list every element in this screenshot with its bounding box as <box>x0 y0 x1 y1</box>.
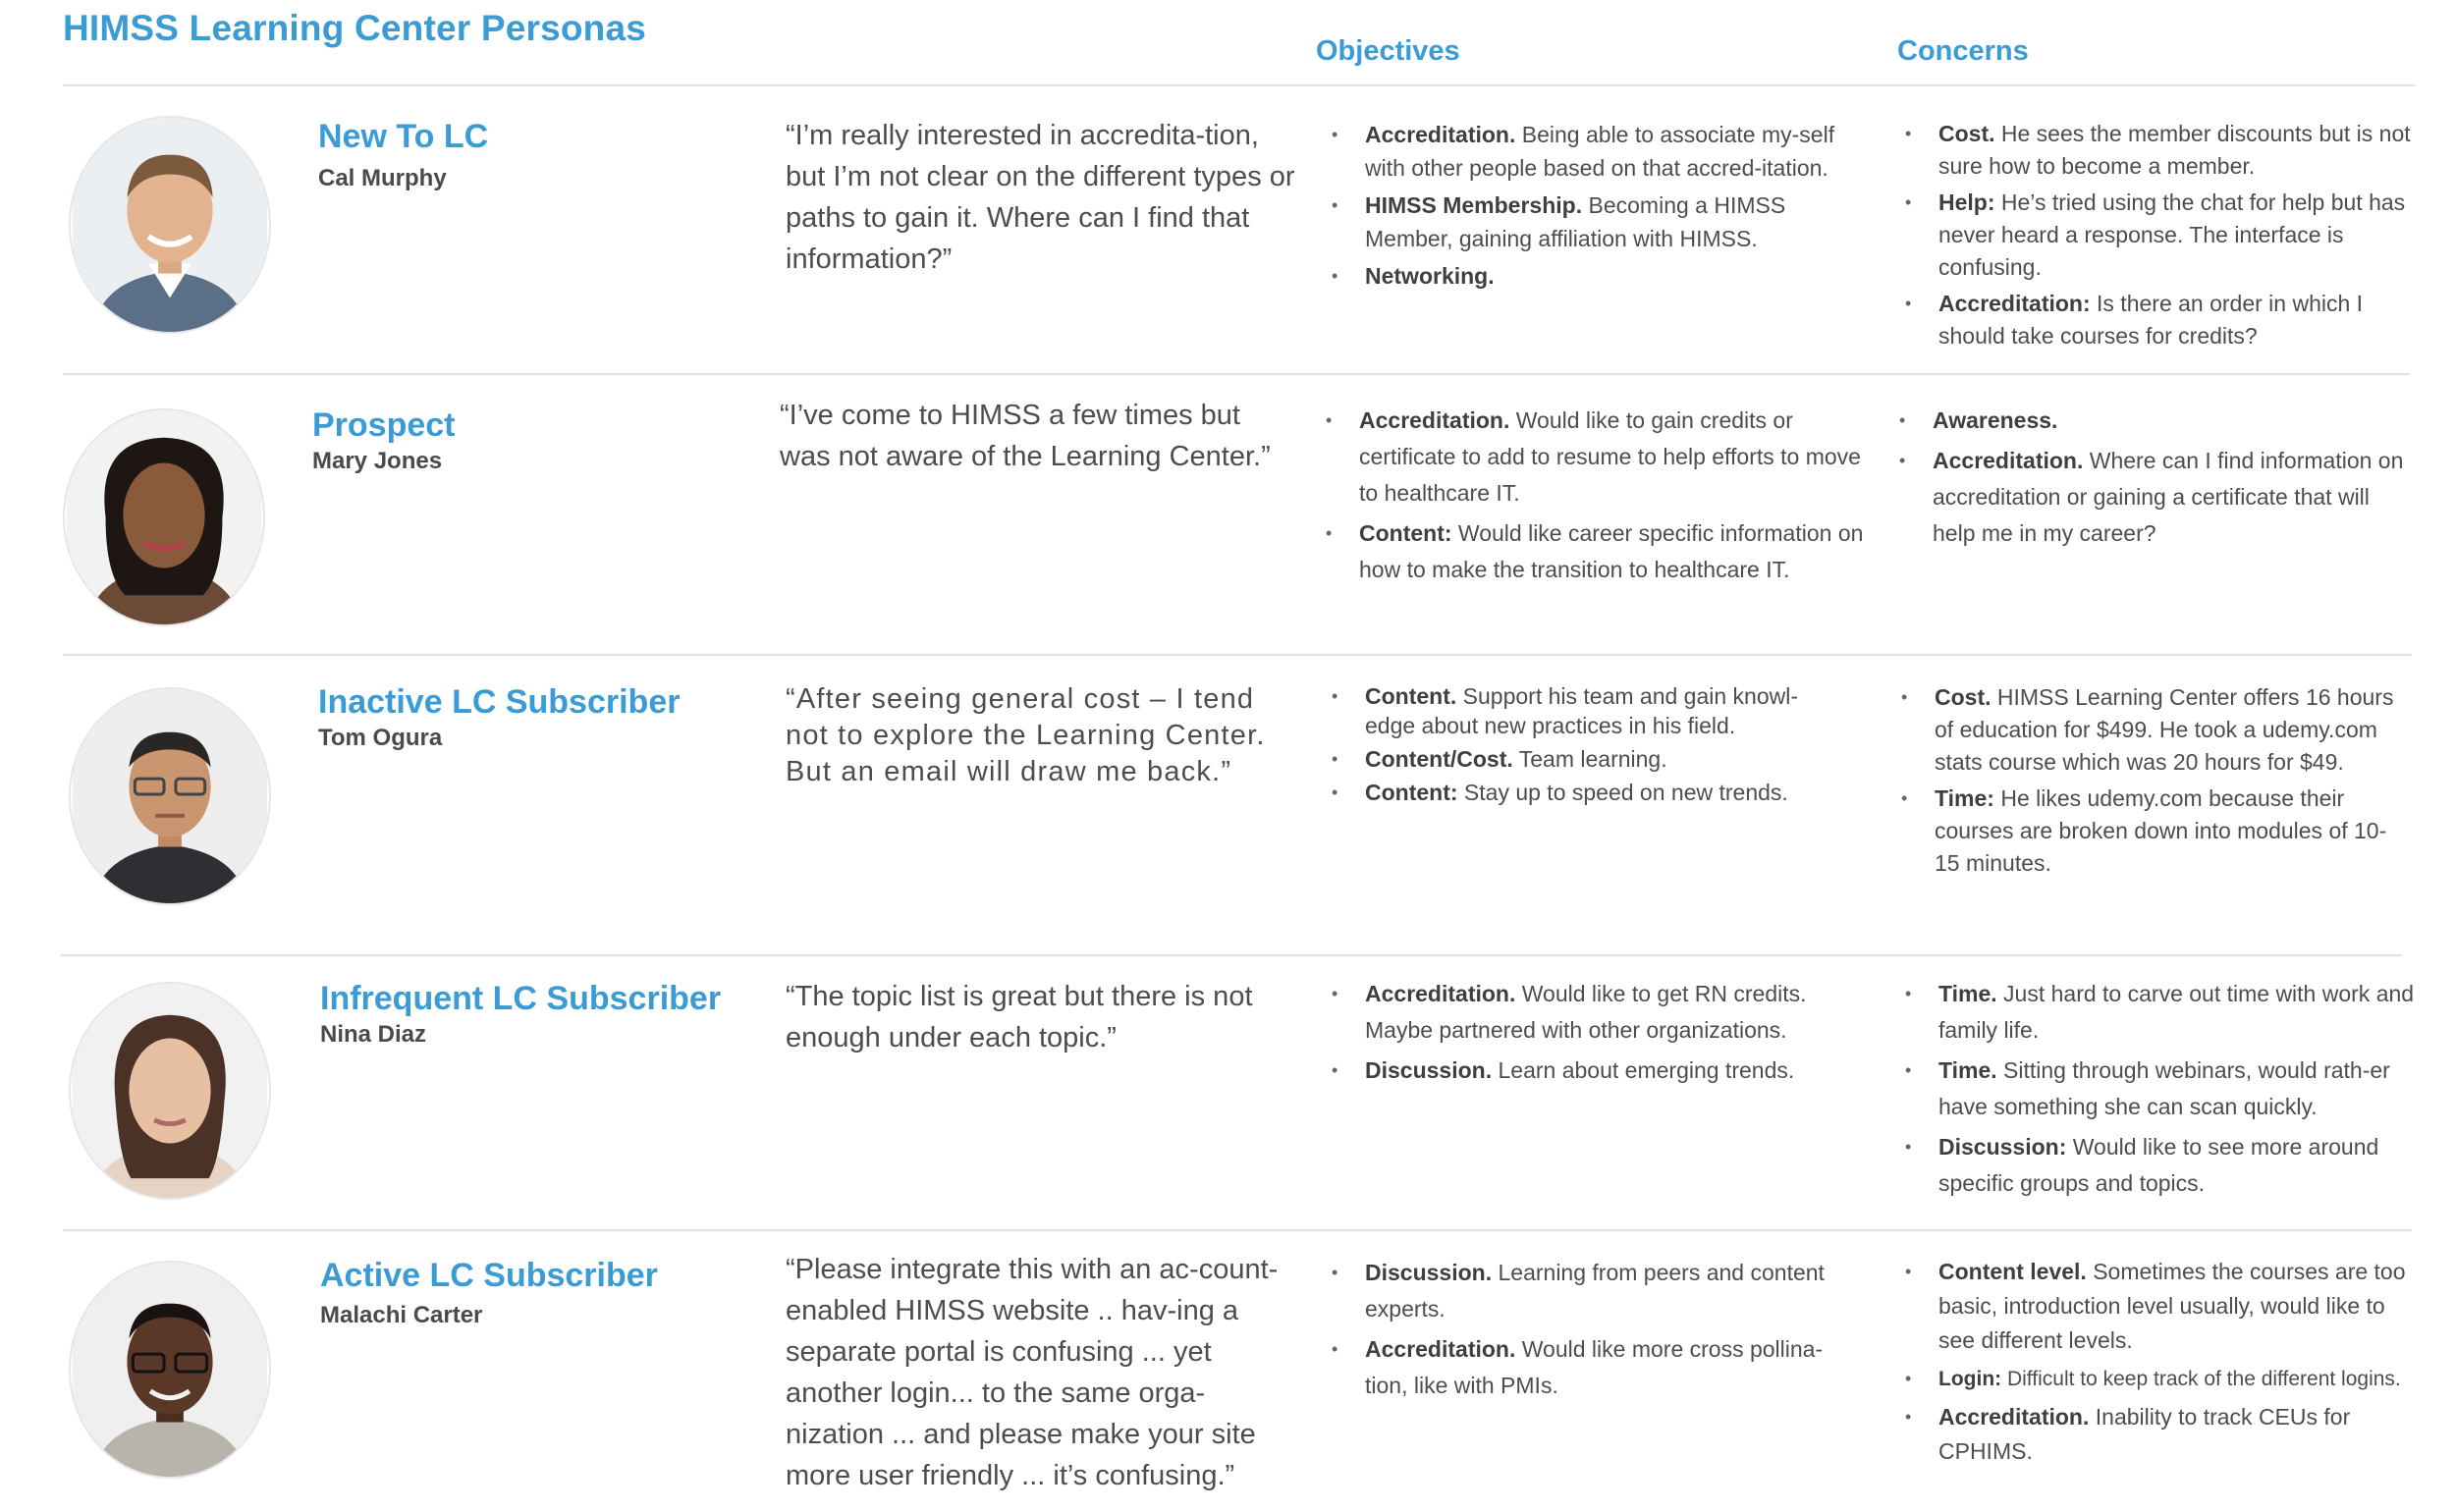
persona-segment: Active LC Subscriber <box>320 1257 658 1294</box>
list-item: • HIMSS Membership. Becoming a HIMSS Member, gaining affiliation with HIMSS. <box>1330 189 1840 255</box>
header-divider <box>63 84 2416 86</box>
concerns-list <box>1903 1255 2414 1473</box>
person-photo-icon <box>71 118 269 332</box>
concerns-list <box>1903 118 2414 356</box>
persona-segment: Inactive LC Subscriber <box>318 683 681 721</box>
list-item: • Content: Stay up to speed on new trends. <box>1330 778 1840 807</box>
objectives-list <box>1330 681 1840 811</box>
list-item: • Content level. Sometimes the courses are too basic, introduction level usually, would like to see different levels. <box>1903 1255 2414 1358</box>
persona-quote: “After seeing general cost – I tend not to explore the Learning Center. But an email will draw me back.” <box>786 683 1266 787</box>
list-item: • Login: Difficult to keep track of the different logins. <box>1903 1362 2414 1396</box>
list-item: • Content. Support his team and gain knowl-edge about new practices in his field. <box>1330 681 1840 740</box>
list-item: • Accreditation. Would like more cross pollina-tion, like with PMIs. <box>1330 1331 1840 1404</box>
list-item: • Discussion: Would like to see more around specific groups and topics. <box>1903 1129 2424 1202</box>
list-item: • Accreditation. Would like to get RN credits. Maybe partnered with other organizations. <box>1330 976 1840 1049</box>
person-photo-icon <box>71 689 269 903</box>
list-item: • Accreditation: Is there an order in which I should take courses for credits? <box>1903 288 2414 352</box>
list-item: • Content/Cost. Team learning. <box>1330 744 1840 774</box>
persona-name: Malachi Carter <box>320 1302 483 1328</box>
list-item: • Help: He’s tried using the chat for help but has never heard a response. The interface is confusing. <box>1903 187 2414 284</box>
person-photo-icon <box>65 410 263 624</box>
objectives-list <box>1324 403 1874 592</box>
list-item: • Discussion. Learn about emerging trends. <box>1330 1053 1840 1089</box>
persona-photo <box>69 982 271 1200</box>
persona-segment: Prospect <box>312 406 456 444</box>
person-photo-icon <box>71 984 269 1198</box>
objectives-column-header: Objectives <box>1316 35 1460 67</box>
list-item: • Accreditation. Inability to track CEUs for CPHIMS. <box>1903 1400 2414 1469</box>
concerns-list <box>1899 681 2410 884</box>
persona-quote: “The topic list is great but there is not enough under each topic.” <box>786 981 1253 1053</box>
persona-photo <box>63 408 265 626</box>
persona-quote: “Please integrate this with an ac-count-enabled HIMSS website .. hav-ing a separate portal is confusing ... yet another login... to the same orga-nization ... and please make your site more user friendly ... it’s confusing.” <box>786 1254 1279 1491</box>
row-divider <box>63 654 2412 656</box>
list-item: • Accreditation. Where can I find information on accreditation or gaining a certificate that will help me in my career? <box>1897 443 2408 552</box>
person-photo-icon <box>71 1263 269 1477</box>
persona-photo <box>69 116 271 334</box>
persona-photo <box>69 687 271 905</box>
persona-quote: “I’m really interested in accredita-tion, but I’m not clear on the different types or paths to gain it. Where can I find that information?” <box>786 120 1295 275</box>
persona-photo <box>69 1261 271 1479</box>
persona-name: Tom Ogura <box>318 725 443 751</box>
list-item: • Accreditation. Being able to associate my-self with other people based on that accred-itation. <box>1330 118 1840 185</box>
list-item: • Content: Would like career specific information on how to make the transition to healthcare IT. <box>1324 515 1874 588</box>
list-item: • Time. Sitting through webinars, would rath-er have something she can scan quickly. <box>1903 1053 2424 1125</box>
persona-segment: Infrequent LC Subscriber <box>320 980 722 1017</box>
persona-name: Mary Jones <box>312 448 443 474</box>
objectives-list <box>1330 1255 1840 1408</box>
row-divider <box>63 1229 2412 1231</box>
list-item: • Discussion. Learning from peers and content experts. <box>1330 1255 1840 1327</box>
objectives-list <box>1330 976 1840 1093</box>
persona-quote: “I’ve come to HIMSS a few times but was not aware of the Learning Center.” <box>780 400 1271 472</box>
list-item: • Accreditation. Would like to gain credits or certificate to add to resume to help efforts to move to healthcare IT. <box>1324 403 1874 512</box>
concerns-column-header: Concerns <box>1897 35 2029 67</box>
persona-name: Nina Diaz <box>320 1021 427 1048</box>
row-divider <box>63 373 2410 375</box>
persona-name: Cal Murphy <box>318 165 447 191</box>
row-divider <box>61 954 2402 956</box>
list-item: • Awareness. <box>1897 403 2408 439</box>
objectives-list <box>1330 118 1840 297</box>
list-item: • Cost. He sees the member discounts but is not sure how to become a member. <box>1903 118 2414 183</box>
concerns-list <box>1903 976 2424 1206</box>
page-title: HIMSS Learning Center Personas <box>63 8 647 48</box>
list-item: • Cost. HIMSS Learning Center offers 16 hours of education for $499. He took a udemy.com stats course which was 20 hours for $49. <box>1899 681 2410 779</box>
list-item: • Networking. <box>1330 259 1840 293</box>
concerns-list <box>1897 403 2408 556</box>
list-item: • Time. Just hard to carve out time with work and family life. <box>1903 976 2424 1049</box>
persona-segment: New To LC <box>318 118 489 155</box>
list-item: • Time: He likes udemy.com because their courses are broken down into modules of 10-15 minutes. <box>1899 783 2410 880</box>
